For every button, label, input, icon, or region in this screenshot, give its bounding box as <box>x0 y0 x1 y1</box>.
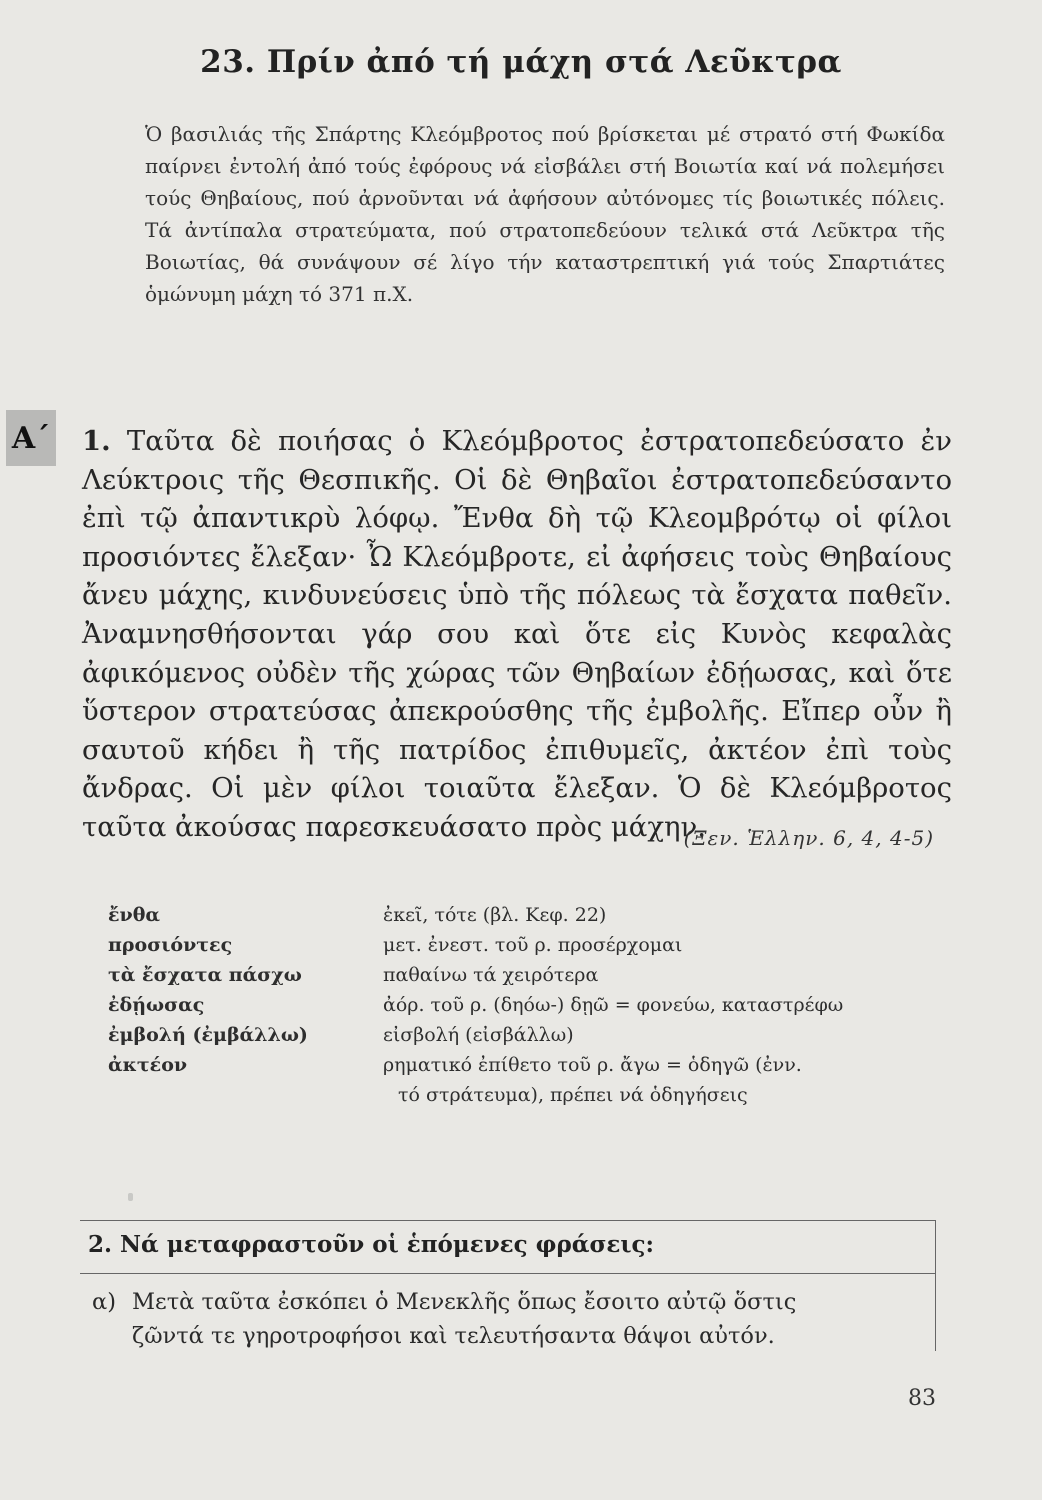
exercise-item <box>92 1285 922 1353</box>
glossary-entry <box>108 930 928 960</box>
glossary-entry <box>108 1020 928 1050</box>
glossary-term: ἔνθα <box>108 904 161 926</box>
glossary-term: ἀκτέον <box>108 1054 188 1076</box>
greek-passage <box>82 422 952 847</box>
glossary-entry <box>108 990 928 1020</box>
section-marker: Α΄ <box>6 410 56 466</box>
exercise-item-line <box>92 1285 922 1319</box>
glossary-entry <box>108 900 928 930</box>
exercise-item-text-continued: ζῶντά τε γηροτροφήσοι καὶ τελευτήσαντα θάψοι αὐτόν. <box>132 1323 775 1349</box>
intro-paragraph: Ὁ βασιλιάς τῆς Σπάρτης Κλεόμβροτος πού βρίσκεται μέ στρατό στή Φωκίδα παίρνει ἐντολή ἀπό τούς ἐφόρους νά εἰσβάλει στή Βοιωτία καί νά πολεμήσει τούς Θηβαίους, πού ἀρνοῦνται νά ἀφήσουν αὐτόνομες τίς βοιωτικές πόλεις. Τά ἀντίπαλα στρατεύματα, πού στρατοπεδεύουν τελικά στά Λεῦκτρα τῆς Βοιωτίας, θά συνάψουν σέ λίγο τήν καταστρεπτική γιά τούς Σπαρτιάτες ὁμώνυμη μάχη τό 371 π.Χ. <box>145 122 945 306</box>
glossary-definition: ἐκεῖ, τότε (βλ. Κεφ. 22) <box>383 904 607 926</box>
glossary-term: ἐδῄωσας <box>108 994 205 1016</box>
glossary-definition: εἰσβολή (εἰσβάλλω) <box>383 1024 574 1046</box>
glossary-definition: μετ. ἐνεστ. τοῦ ρ. προσέρχομαι <box>383 934 683 956</box>
exercise-header <box>80 1221 935 1274</box>
print-speck <box>128 1193 133 1201</box>
glossary-definition: ρηματικό ἐπίθετο τοῦ ρ. ἄγω = ὁδηγῶ (ἐνν. <box>383 1054 802 1076</box>
glossary-definition: ἀόρ. τοῦ ρ. (δηόω-) δῃῶ = φονεύω, καταστρέφω <box>383 994 844 1016</box>
glossary-term: ἐμβολή (ἐμβάλλω) <box>108 1024 308 1046</box>
passage-text: Ταῦτα δὲ ποιήσας ὁ Κλεόμβροτος ἐστρατοπεδεύσατο ἐν Λεύκτροις τῆς Θεσπικῆς. Οἱ δὲ Θηβαῖοι ἐστρατοπεδεύσαντο ἐπὶ τῷ ἀπαντικρὺ λόφῳ. Ἔνθα δὴ τῷ Κλεομβρότῳ οἱ φίλοι προσιόντες ἔλεξαν· Ὦ Κλεόμβροτε, εἰ ἀφήσεις τοὺς Θηβαίους ἄνευ μάχης, κινδυνεύσεις ὑπὸ τῆς πόλεως τὰ ἔσχατα παθεῖν. Ἀναμνησθήσονται γάρ σου καὶ ὅτε εἰς Κυνὸς κεφαλὰς ἀφικόμενος οὐδὲν τῆς χώρας τῶν Θηβαίων ἐδῄωσας, καὶ ὅτε ὕστερον στρατεύσας ἀπεκρούσθης τῆς ἐμβολῆς. Εἴπερ οὖν ἢ σαυτοῦ κήδει ἢ τῆς πατρίδος ἐπιθυμεῖς, ἀκτέον ἐπὶ τοὺς ἄνδρας. Οἱ μὲν φίλοι τοιαῦτα ἔλεξαν. Ὁ δὲ Κλεόμβροτος ταῦτα ἀκούσας παρεσκευάσατο πρὸς μάχην. <box>82 425 952 843</box>
exercise-box <box>80 1220 936 1351</box>
chapter-title: 23. Πρίν ἀπό τή μάχη στά Λεῦκτρα <box>200 44 842 80</box>
glossary-entry <box>108 960 928 990</box>
exercise-title: 2. Νά μεταφραστοῦν οἱ ἑπόμενες φράσεις: <box>88 1231 655 1258</box>
page-number: 83 <box>908 1386 936 1411</box>
glossary-continuation: τό στράτευμα), πρέπει νά ὁδηγήσεις <box>398 1084 748 1106</box>
glossary-definition: παθαίνω τά χειρότερα <box>383 964 599 986</box>
exercise-item-letter: α) <box>92 1289 116 1315</box>
glossary-term: τὰ ἔσχατα πάσχω <box>108 964 302 986</box>
passage-number: 1. <box>82 425 111 457</box>
exercise-item-text: Μετὰ ταῦτα ἐσκόπει ὁ Μενεκλῆς ὅπως ἔσοιτο αὐτῷ ὅστις <box>132 1289 797 1315</box>
source-citation: (Ξεν. Ἑλλην. 6, 4, 4-5) <box>683 826 934 850</box>
glossary-entry <box>108 1050 928 1080</box>
glossary-term: προσιόντες <box>108 934 233 956</box>
vocabulary-glossary <box>108 900 928 1110</box>
